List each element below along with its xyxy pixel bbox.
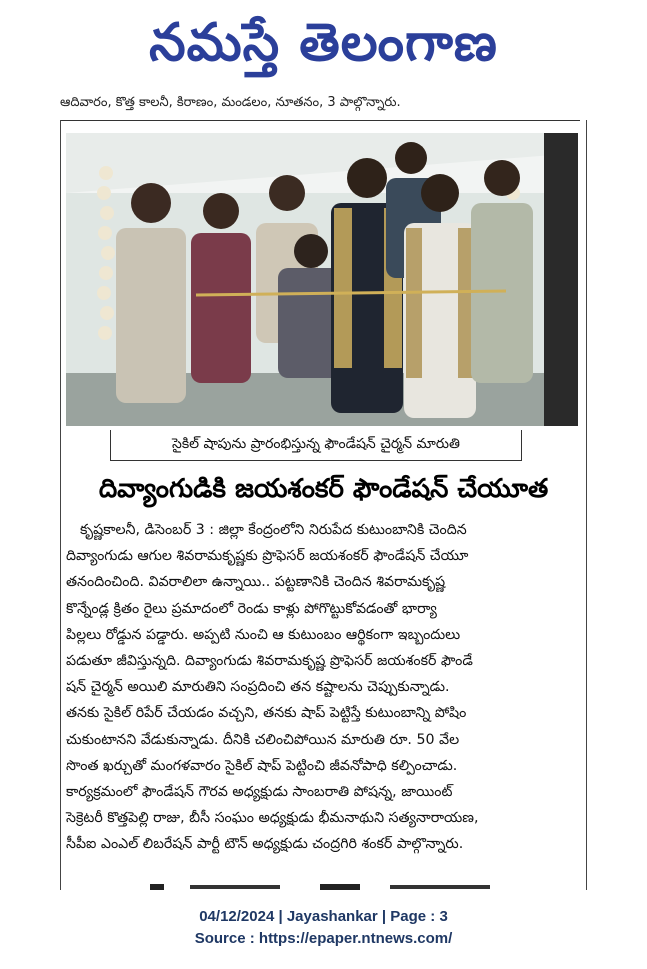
article-line: తనకు సైకిల్ రిపేర్ చేయడం వచ్చని, తనకు షాప్ పెట్టిస్తే కుటుంబాన్ని పోషిం [66,705,467,722]
article-line: సెక్రెటరీ కొత్తపెల్లి రాజు, బీసీ సంఘం అధ్యక్షుడు భీమనాథుని సత్యనారాయణ, [66,810,479,827]
article-line: కొన్నేండ్ల క్రితం రైలు ప్రమాదంలో రెండు కాళ్లు పోగొట్టుకోవడంతో భార్యా [66,600,437,617]
photo-caption: సైకిల్ షాపును ప్రారంభిస్తున్న ఫౌండేషన్ చైర్మన్ మారుతి [172,435,460,452]
masthead [0,0,647,86]
footer-source: Source : https://epaper.ntnews.com/ [194,930,453,947]
footer-date-page: 04/12/2024 | Jayashankar | Page : 3 [199,908,448,925]
article-line: చుకుంటానని వేడుకున్నాడు. దీనికి చలించిపోయిన మారుతి రూ. 50 వేల [66,731,460,748]
article-line: సొంత ఖర్చుతో మంగళవారం సైకిల్ షాప్ పెట్టించి జీవనోపాధి కల్పించాడు. [66,757,458,774]
article-line: కార్యక్రమంలో ఫౌండేషన్ గౌరవ అధ్యక్షుడు సాంబరాతి పోషన్న, జాయింట్ [66,783,453,800]
article-line: కృష్ణకాలనీ, డిసెంబర్ 3 : జిల్లా కేంద్రంలోని నిరుపేద కుటుంబానికి చెందిన [80,522,467,538]
top-cut-text: ఆదివారం, కొత్త కాలనీ, కిరాణం, మండలం, నూతనం, 3 పాల్గొన్నారు. [60,95,401,110]
photo-caption-box [110,430,522,461]
article-line: దివ్యాంగుడు ఆగుల శివరామకృష్ణకు ప్రొఫెసర్ జయశంకర్ ఫౌండేషన్ చేయూ [66,548,469,565]
article-line: పిల్లలు రోడ్డున పడ్డారు. అప్పటి నుంచి ఆ కుటుంబం ఆర్థికంగా ఇబ్బందులు [66,626,461,643]
headline [60,470,587,514]
article-line: సీపీఐ ఎంఎల్ లిబరేషన్ పార్టీ టౌన్ అధ్యక్షుడు చంద్రగిరి శంకర్ పాల్గొన్నారు. [66,836,464,853]
footer [0,906,647,950]
headline-text: దివ్యాంగుడికి జయశంకర్ ఫౌండేషన్ చేయూత [98,474,549,504]
inauguration-photo [66,133,578,426]
bottom-cut-marks [130,884,550,890]
article-line: పడుతూ జీవిస్తున్నది. దివ్యాంగుడు శివరామకృష్ణ ప్రొఫెసర్ జయశంకర్ ఫౌండే [66,652,473,669]
article-line: షన్ చైర్మన్ అయిలి మారుతిని సంప్రదించి తన కష్టాలను చెప్పుకున్నాడు. [66,679,450,696]
article-line: తనందించింది. వివరాలిలా ఉన్నాయి.. పట్టణానికి చెందిన శివరామకృష్ణ [66,574,446,591]
newspaper-title: నమస్తే తెలంగాణ [149,13,498,73]
inauguration-photo-icon [66,133,578,426]
top-cut-strip [60,86,580,121]
article-body [66,517,580,857]
